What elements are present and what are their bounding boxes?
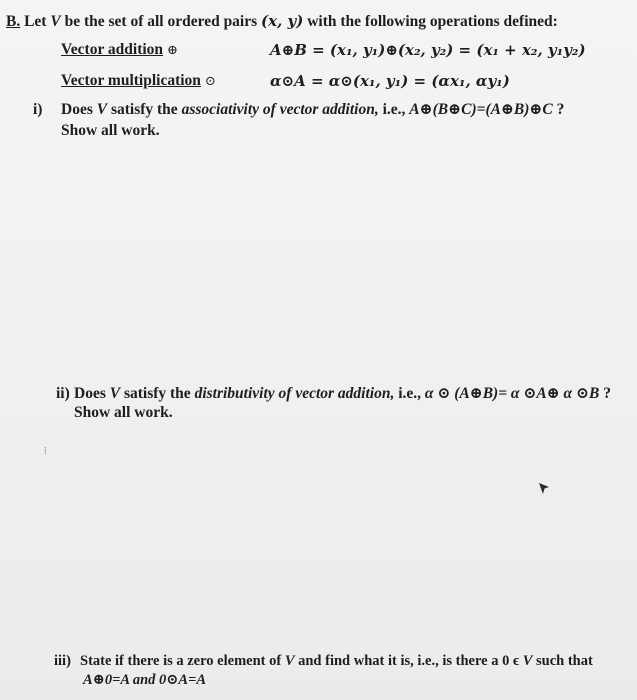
question-1 [33, 100, 564, 120]
problem-label: B. [6, 13, 21, 30]
question-3-text-f: such that [532, 653, 593, 669]
question-1-text-d: i.e., [378, 101, 410, 118]
question-2 [56, 384, 611, 404]
question-2-instruction: Show all work. [74, 404, 173, 421]
vector-multiplication-formula: α⊙A = α⊙(x₁, y₁) = (αx₁, αy₁) [270, 72, 510, 90]
question-3-condition: A⊕0=A and 0⊙A=A [83, 672, 207, 688]
vector-addition-label: Vector addition [61, 41, 164, 58]
problem-statement [6, 11, 558, 32]
question-2-number: ii) [56, 385, 70, 402]
question-3-text-a: State if there is a zero element of [80, 653, 285, 669]
question-1-text-f: ? [552, 101, 565, 118]
question-2-property: distributivity of vector addition, [194, 385, 395, 402]
question-3-zero: 0 [502, 653, 510, 669]
question-3 [54, 651, 593, 671]
question-1-property: associativity of vector addition, [181, 101, 379, 118]
pencil-mark-icon: ⁞ [44, 446, 47, 457]
intro-pair: (x, y) [261, 12, 304, 30]
question-3-number: iii) [54, 653, 71, 669]
question-2-set-v: V [109, 385, 121, 402]
vector-multiplication-symbol: ⊙ [204, 73, 216, 88]
question-2-text-b: satisfy the [120, 385, 195, 402]
question-1-text-b: satisfy the [107, 101, 182, 118]
question-2-text-d: i.e., [394, 385, 425, 402]
question-3-element-of: ϵ [509, 653, 523, 669]
vector-multiplication-label: Vector multiplication [61, 72, 201, 89]
question-1-instruction: Show all work. [61, 122, 160, 139]
question-3-set-v: V [284, 653, 295, 669]
question-2-text-f: ? [599, 385, 611, 402]
vector-addition-symbol: ⊕ [166, 42, 178, 57]
vector-multiplication-definition [61, 71, 216, 91]
question-3-text-b: and find what it is, i.e., is there a [294, 653, 503, 669]
question-1-set-v: V [96, 101, 108, 118]
intro-text-a: Let [20, 13, 51, 30]
mouse-cursor-icon [538, 482, 550, 496]
question-1-equation: A⊕(B⊕C)=(A⊕B)⊕C [409, 101, 553, 118]
vector-addition-formula: A⊕B = (x₁, y₁)⊕(x₂, y₂) = (x₁ + x₂, y₁y₂) [270, 41, 586, 59]
question-1-number: i) [33, 101, 43, 118]
intro-text-b: be the set of all ordered pairs [60, 13, 262, 30]
intro-set-v: V [50, 13, 61, 30]
question-2-equation: α ⊙ (A⊕B)= α ⊙A⊕ α ⊙B [424, 385, 600, 402]
question-2-text-a: Does [74, 385, 110, 402]
question-1-text-a: Does [61, 101, 97, 118]
vector-addition-definition [61, 40, 178, 60]
intro-text-c: with the following operations defined: [303, 13, 558, 30]
question-3-set-v-2: V [522, 653, 533, 669]
